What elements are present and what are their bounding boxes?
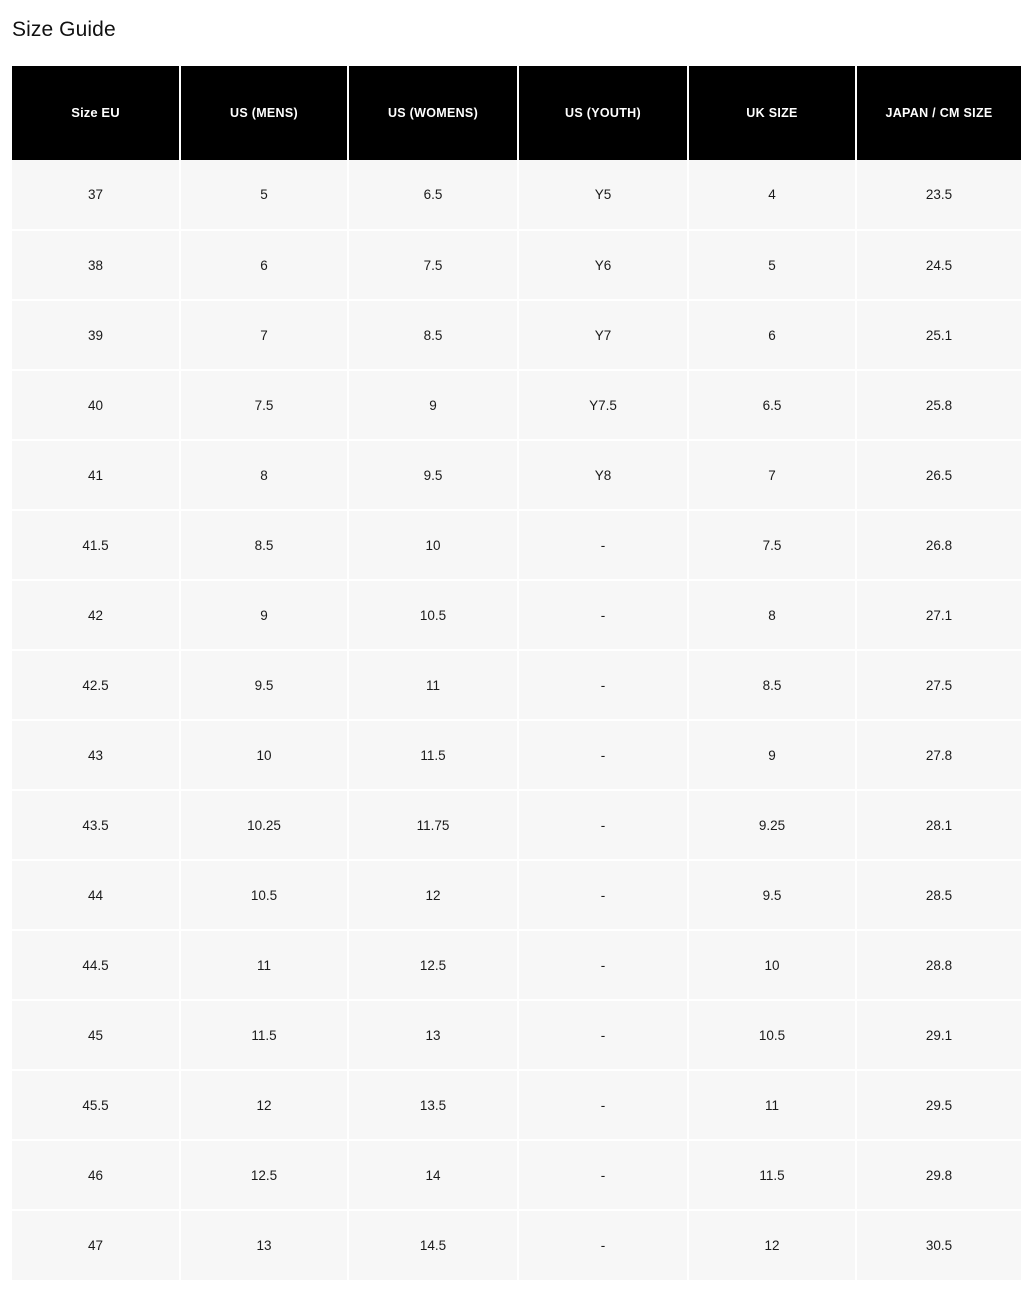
cell-us-womens: 11.75 bbox=[348, 790, 518, 860]
table-row bbox=[12, 720, 1021, 790]
cell-size-eu: 46 bbox=[12, 1140, 180, 1210]
cell-size-eu: 38 bbox=[12, 230, 180, 300]
cell-uk-size: 7 bbox=[688, 440, 856, 510]
cell-us-womens: 10.5 bbox=[348, 580, 518, 650]
cell-size-eu: 45.5 bbox=[12, 1070, 180, 1140]
cell-us-womens: 7.5 bbox=[348, 230, 518, 300]
cell-japan-cm-size: 24.5 bbox=[856, 230, 1021, 300]
cell-us-mens: 5 bbox=[180, 160, 348, 230]
cell-japan-cm-size: 23.5 bbox=[856, 160, 1021, 230]
cell-us-youth: - bbox=[518, 930, 688, 1000]
cell-size-eu: 45 bbox=[12, 1000, 180, 1070]
page-title: Size Guide bbox=[12, 18, 116, 41]
cell-us-womens: 13 bbox=[348, 1000, 518, 1070]
cell-us-mens: 12 bbox=[180, 1070, 348, 1140]
cell-us-mens: 8.5 bbox=[180, 510, 348, 580]
cell-us-youth: - bbox=[518, 1210, 688, 1280]
table-row bbox=[12, 510, 1021, 580]
cell-us-womens: 9.5 bbox=[348, 440, 518, 510]
table-row bbox=[12, 160, 1021, 230]
cell-japan-cm-size: 29.5 bbox=[856, 1070, 1021, 1140]
cell-us-womens: 10 bbox=[348, 510, 518, 580]
cell-japan-cm-size: 26.8 bbox=[856, 510, 1021, 580]
column-header-uk-size: UK SIZE bbox=[688, 66, 856, 160]
column-header-size-eu: Size EU bbox=[12, 66, 180, 160]
cell-us-youth: - bbox=[518, 1140, 688, 1210]
cell-us-mens: 11 bbox=[180, 930, 348, 1000]
cell-size-eu: 41 bbox=[12, 440, 180, 510]
cell-us-youth: - bbox=[518, 860, 688, 930]
cell-uk-size: 11 bbox=[688, 1070, 856, 1140]
size-guide-table bbox=[12, 66, 1021, 1280]
cell-japan-cm-size: 27.5 bbox=[856, 650, 1021, 720]
cell-us-mens: 10.25 bbox=[180, 790, 348, 860]
column-header-us-mens: US (MENS) bbox=[180, 66, 348, 160]
table-header bbox=[12, 66, 1021, 160]
cell-uk-size: 8.5 bbox=[688, 650, 856, 720]
table-row bbox=[12, 1000, 1021, 1070]
cell-us-womens: 11 bbox=[348, 650, 518, 720]
cell-us-youth: - bbox=[518, 790, 688, 860]
table-body bbox=[12, 160, 1021, 1280]
cell-us-womens: 8.5 bbox=[348, 300, 518, 370]
cell-japan-cm-size: 26.5 bbox=[856, 440, 1021, 510]
cell-us-womens: 12 bbox=[348, 860, 518, 930]
cell-us-youth: - bbox=[518, 510, 688, 580]
cell-us-mens: 6 bbox=[180, 230, 348, 300]
table-row bbox=[12, 300, 1021, 370]
cell-uk-size: 10.5 bbox=[688, 1000, 856, 1070]
cell-japan-cm-size: 28.1 bbox=[856, 790, 1021, 860]
cell-us-mens: 7.5 bbox=[180, 370, 348, 440]
cell-size-eu: 41.5 bbox=[12, 510, 180, 580]
size-table-container bbox=[0, 66, 1033, 1280]
cell-uk-size: 12 bbox=[688, 1210, 856, 1280]
cell-uk-size: 6.5 bbox=[688, 370, 856, 440]
cell-us-youth: - bbox=[518, 650, 688, 720]
cell-size-eu: 44.5 bbox=[12, 930, 180, 1000]
cell-us-youth: Y7 bbox=[518, 300, 688, 370]
table-row bbox=[12, 1070, 1021, 1140]
table-row bbox=[12, 650, 1021, 720]
cell-us-mens: 7 bbox=[180, 300, 348, 370]
cell-japan-cm-size: 28.8 bbox=[856, 930, 1021, 1000]
cell-us-youth: Y7.5 bbox=[518, 370, 688, 440]
cell-size-eu: 43.5 bbox=[12, 790, 180, 860]
cell-us-mens: 9.5 bbox=[180, 650, 348, 720]
table-row bbox=[12, 860, 1021, 930]
cell-size-eu: 37 bbox=[12, 160, 180, 230]
cell-japan-cm-size: 28.5 bbox=[856, 860, 1021, 930]
cell-japan-cm-size: 25.8 bbox=[856, 370, 1021, 440]
cell-japan-cm-size: 29.8 bbox=[856, 1140, 1021, 1210]
cell-us-mens: 9 bbox=[180, 580, 348, 650]
cell-japan-cm-size: 30.5 bbox=[856, 1210, 1021, 1280]
table-row bbox=[12, 230, 1021, 300]
cell-uk-size: 11.5 bbox=[688, 1140, 856, 1210]
cell-size-eu: 43 bbox=[12, 720, 180, 790]
table-row bbox=[12, 930, 1021, 1000]
cell-us-womens: 9 bbox=[348, 370, 518, 440]
cell-japan-cm-size: 29.1 bbox=[856, 1000, 1021, 1070]
cell-size-eu: 39 bbox=[12, 300, 180, 370]
cell-us-youth: Y5 bbox=[518, 160, 688, 230]
cell-us-youth: - bbox=[518, 580, 688, 650]
cell-us-youth: - bbox=[518, 1000, 688, 1070]
cell-uk-size: 4 bbox=[688, 160, 856, 230]
cell-us-mens: 11.5 bbox=[180, 1000, 348, 1070]
cell-uk-size: 5 bbox=[688, 230, 856, 300]
column-header-japan-cm-size: JAPAN / CM SIZE bbox=[856, 66, 1021, 160]
cell-us-youth: - bbox=[518, 1070, 688, 1140]
cell-us-womens: 14 bbox=[348, 1140, 518, 1210]
cell-us-womens: 12.5 bbox=[348, 930, 518, 1000]
table-row bbox=[12, 440, 1021, 510]
cell-japan-cm-size: 27.1 bbox=[856, 580, 1021, 650]
cell-us-mens: 8 bbox=[180, 440, 348, 510]
column-header-us-youth: US (YOUTH) bbox=[518, 66, 688, 160]
cell-uk-size: 8 bbox=[688, 580, 856, 650]
cell-uk-size: 9 bbox=[688, 720, 856, 790]
table-row bbox=[12, 790, 1021, 860]
cell-uk-size: 10 bbox=[688, 930, 856, 1000]
cell-uk-size: 7.5 bbox=[688, 510, 856, 580]
cell-us-mens: 10.5 bbox=[180, 860, 348, 930]
cell-us-womens: 14.5 bbox=[348, 1210, 518, 1280]
cell-uk-size: 9.5 bbox=[688, 860, 856, 930]
cell-size-eu: 40 bbox=[12, 370, 180, 440]
cell-us-womens: 13.5 bbox=[348, 1070, 518, 1140]
cell-us-mens: 10 bbox=[180, 720, 348, 790]
cell-size-eu: 47 bbox=[12, 1210, 180, 1280]
table-row bbox=[12, 1210, 1021, 1280]
column-header-us-womens: US (WOMENS) bbox=[348, 66, 518, 160]
cell-size-eu: 42 bbox=[12, 580, 180, 650]
table-row bbox=[12, 1140, 1021, 1210]
table-row bbox=[12, 580, 1021, 650]
cell-us-mens: 13 bbox=[180, 1210, 348, 1280]
cell-japan-cm-size: 25.1 bbox=[856, 300, 1021, 370]
table-header-row bbox=[12, 66, 1021, 160]
cell-japan-cm-size: 27.8 bbox=[856, 720, 1021, 790]
cell-us-womens: 11.5 bbox=[348, 720, 518, 790]
cell-us-youth: Y6 bbox=[518, 230, 688, 300]
cell-us-youth: - bbox=[518, 720, 688, 790]
cell-us-womens: 6.5 bbox=[348, 160, 518, 230]
cell-us-youth: Y8 bbox=[518, 440, 688, 510]
table-row bbox=[12, 370, 1021, 440]
cell-size-eu: 44 bbox=[12, 860, 180, 930]
cell-uk-size: 9.25 bbox=[688, 790, 856, 860]
cell-size-eu: 42.5 bbox=[12, 650, 180, 720]
cell-us-mens: 12.5 bbox=[180, 1140, 348, 1210]
cell-uk-size: 6 bbox=[688, 300, 856, 370]
